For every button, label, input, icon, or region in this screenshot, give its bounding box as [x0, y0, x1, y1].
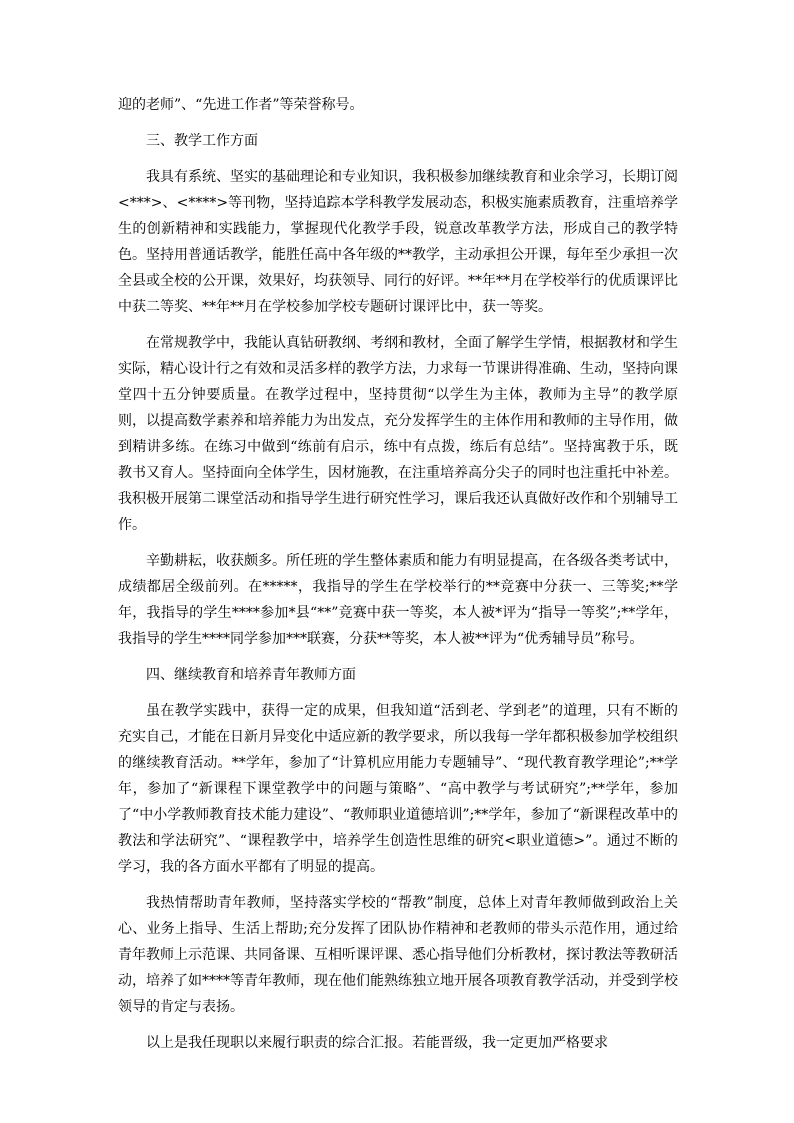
paragraph-continued: 迎的老师”、“先进工作者”等荣誉称号。: [118, 97, 364, 113]
paragraph-routine-teaching: 在常规教学中，我能认真钻研教纲、考纲和教材，全面了解学生学情，根据教材和学生实际，精心设计行之有效和灵活多样的教学方法，力求每一节课讲得准确、生动，坚持向课堂四十五分钟要质量。在教学过程中，坚持贯彻“以学生为主体，教师为主导”的教学原则，以提高数学素养和培养能力为出发点，充分发挥学生的主体作用和教师的主导作用，做到精讲多练。在练习中做到“练前有启示，练中有点拨，练后有总结”。坚持寓教于乐，既教书又育人。坚持面向全体学生，因材施教，在注重培养高分尖子的同时也注重托中补差。我积极开展第二课堂活动和指导学生进行研究性学习，课后我还认真做好改作和个别辅导工作。: [118, 335, 678, 533]
document-page: [118, 92, 678, 1056]
paragraph-continuing-education: 虽在教学实践中，获得一定的成果，但我知道“活到老、学到老”的道理，只有不断的充实自己，才能在日新月异变化中适应新的教学要求，所以我每一学年都积极参加学校组织的继续教育活动。**学年，参加了“计算机应用能力专题辅导”、“现代教育教学理论”;**学年，参加了“新课程下课堂教学中的问题与策略”、“高中教学与考试研究”;**学年，参加了“中小学教师教育技术能力建设”、“教师职业道德培训”;**学年，参加了“新课程改革中的教法和学法研究”、“课程教学中，培养学生创造性思维的研究<职业道德>”。通过不断的学习，我的各方面水平都有了明显的提高。: [118, 703, 678, 875]
section-heading-teaching: 三、教学工作方面: [146, 133, 258, 149]
paragraph-teaching-foundation: 我具有系统、坚实的基础理论和专业知识，我积极参加继续教育和业余学习，长期订阅<***>、<****>等刊物，坚持追踪本学科教学发展动态，积极实施素质教育，注重培养学生的创新精神和实践能力，掌握现代化教学手段，锐意改革教学方法，形成自己的教学特色。坚持用普通话教学，能胜任高中各年级的**教学，主动承担公开课，每年至少承担一次全县或全校的公开课，效果好，均获领导、同行的好评。**年**月在学校举行的优质课评比中获二等奖、**年**月在学校参加学校专题研讨课评比中，获一等奖。: [118, 169, 678, 315]
paragraph-mentoring: 我热情帮助青年教师，坚持落实学校的“帮教”制度，总体上对青年教师做到政治上关心、业务上指导、生活上帮助;充分发挥了团队协作精神和老教师的带头示范作用，通过给青年教师上示范课、共同备课、互相听课评课、悉心指导他们分析教材，探讨教法等教研活动，培养了如****等青年教师，现在他们能熟练独立地开展各项教育教学活动，并受到学校领导的肯定与表扬。: [118, 895, 678, 1015]
paragraph-conclusion: 以上是我任现职以来履行职责的综合汇报。若能晋级，我一定更加严格要求: [146, 1035, 608, 1051]
paragraph-achievements: 辛勤耕耘，收获颇多。所任班的学生整体素质和能力有明显提高，在各级各类考试中，成绩都居全级前列。在*****，我指导的学生在学校举行的**竞赛中分获一、三等奖;**学年，我指导的学生****参加*县“**”竞赛中获一等奖，本人被*评为“指导一等奖”;**学年，我指导的学生****同学参加***联赛，分获**等奖，本人被**评为“优秀辅导员”称号。: [118, 553, 678, 647]
section-heading-continuing-education: 四、继续教育和培养青年教师方面: [146, 667, 356, 683]
